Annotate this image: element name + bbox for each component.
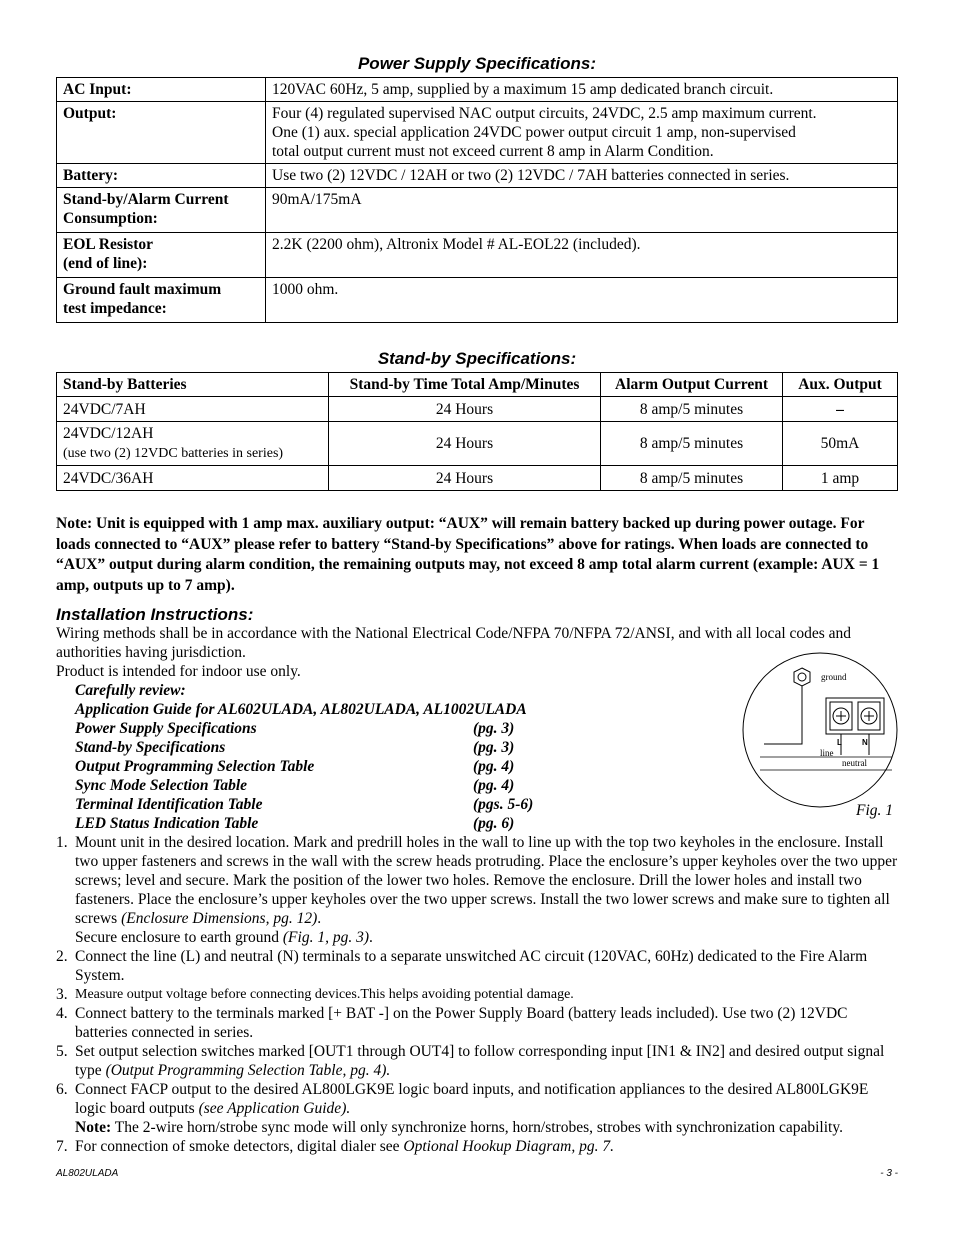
ground-label: ground: [821, 672, 847, 682]
step-body: Connect the line (L) and neutral (N) terminals to a separate unswitched AC circuit (120VAC, 60Hz) dedicated to the Fire Alarm System.: [75, 948, 868, 984]
step-text: [75, 833, 898, 947]
step-number: 1.: [56, 834, 68, 851]
spec-label: AC Input:: [63, 81, 132, 98]
time-cell: 24 Hours: [329, 422, 601, 466]
neutral-label: neutral: [842, 758, 867, 768]
line-label: line: [820, 748, 834, 758]
spec-label-cell: [57, 78, 266, 102]
spec-value: total output current must not exceed current 8 amp in Alarm Condition.: [272, 143, 714, 160]
step-text: [75, 985, 898, 1004]
spec-value-cell: [266, 102, 898, 164]
alarm-cell: 8 amp/5 minutes: [601, 422, 783, 466]
step-number: 7.: [56, 1138, 68, 1155]
power-supply-heading: Power Supply Specifications:: [357, 54, 597, 73]
ref-title: Output Programming Selection Table: [75, 758, 315, 775]
list-item: [56, 776, 535, 795]
spec-value: Four (4) regulated supervised NAC output circuits, 24VDC, 2.5 amp maximum current.: [272, 105, 817, 122]
step-number: 6.: [56, 1081, 68, 1098]
spec-label-cell: [57, 188, 266, 233]
ref-page: (pg. 4): [473, 758, 515, 775]
step-note-label: Note:: [75, 1119, 112, 1136]
list-item: [56, 947, 898, 985]
installation-heading: Installation Instructions:: [56, 605, 254, 624]
table-row: [57, 164, 898, 188]
ref-page: (pg. 6): [473, 815, 515, 832]
ground-diagram: [742, 652, 902, 822]
table-row: [57, 466, 898, 491]
step-note: The 2-wire horn/strobe sync mode will only synchronize horns, horn/strobes, strobes with synchronization capability.: [111, 1119, 843, 1136]
standby-header-row: [57, 373, 898, 397]
step-extra: Secure enclosure to earth ground: [75, 929, 283, 946]
guide-title: Application Guide for AL602ULADA, AL802ULADA, AL1002ULADA: [75, 701, 527, 718]
ref-page: (pg. 3): [473, 720, 515, 737]
step-body: Connect battery to the terminals marked [+ BAT -] on the Power Supply Board (battery leads included). Use two (2) 12VDC batteries connected in series.: [75, 1005, 848, 1041]
ref-page: (pg. 3): [473, 739, 515, 756]
table-row: [57, 188, 898, 233]
step-extra-tail: .: [369, 929, 373, 946]
time-cell: 24 Hours: [329, 466, 601, 491]
table-row: [57, 233, 898, 278]
standby-col-time: Stand-by Time Total Amp/Minutes: [329, 373, 601, 397]
time-cell: 24 Hours: [329, 397, 601, 422]
step-ref: Optional Hookup Diagram, pg. 7.: [403, 1138, 614, 1155]
standby-table: [56, 372, 898, 491]
terminal-l-label: L: [837, 738, 842, 747]
ref-title: LED Status Indication Table: [75, 815, 259, 832]
figure-1: [742, 652, 902, 827]
step-body: Set output selection switches marked [OUT1 through OUT4] to follow corresponding input [IN1 & IN2] and desired output signal type: [75, 1043, 885, 1079]
list-item: [56, 814, 535, 833]
spec-value-cell: [266, 188, 898, 233]
spec-label: (end of line):: [63, 255, 148, 272]
spec-value-cell: [266, 78, 898, 102]
battery-cell: 24VDC/7AH: [57, 397, 329, 422]
spec-value: 120VAC 60Hz, 5 amp, supplied by a maximum 15 amp dedicated branch circuit.: [272, 81, 774, 98]
power-supply-table: [56, 77, 898, 323]
list-item: [56, 985, 898, 1004]
step-text: [75, 1080, 898, 1137]
standby-col-aux: Aux. Output: [783, 373, 898, 397]
step-body: Measure output voltage before connecting devices.This helps avoiding potential damage.: [75, 987, 574, 1002]
footer-page: - 3 -: [880, 1168, 898, 1179]
standby-col-batteries: Stand-by Batteries: [57, 373, 329, 397]
spec-label: Battery:: [63, 167, 119, 184]
footer-model: AL802ULADA: [56, 1168, 119, 1179]
spec-value: 1000 ohm.: [272, 281, 339, 298]
aux-cell: –: [783, 397, 898, 422]
steps-list: [56, 833, 898, 1156]
list-item: [56, 738, 535, 757]
table-row: [57, 78, 898, 102]
review-title: Carefully review:: [75, 682, 186, 699]
spec-value: 90mA/175mA: [272, 191, 362, 208]
spec-value-cell: [266, 164, 898, 188]
battery-cell: 24VDC/36AH: [57, 466, 329, 491]
battery-note: (use two (2) 12VDC batteries in series): [63, 446, 284, 461]
list-item: [56, 795, 535, 814]
standby-col-alarm: Alarm Output Current: [601, 373, 783, 397]
step-ref: (Enclosure Dimensions, pg. 12): [121, 910, 318, 927]
ref-page: (pgs. 5-6): [473, 796, 534, 813]
spec-label: Stand-by/Alarm Current: [63, 191, 229, 208]
battery-value: 24VDC/12AH: [63, 425, 154, 442]
spec-value: 2.2K (2200 ohm), Altronix Model # AL-EOL22 (included).: [272, 236, 641, 253]
step-number: 2.: [56, 948, 68, 965]
aux-note: Note: Unit is equipped with 1 amp max. auxiliary output: “AUX” will remain battery backed up during power outage. For loads connected to “AUX” please refer to battery “Stand-by Specifications” above for ratings. When loads are connected to “AUX” output during alarm condition, the remaining outputs may, not exceed 8 amp total alarm current (example: AUX = 1 amp, outputs up to 7 amp).: [56, 515, 880, 594]
step-text: [75, 1042, 898, 1080]
step-text: [75, 1137, 898, 1156]
list-item: [56, 719, 535, 738]
spec-label: Ground fault maximum: [63, 281, 222, 298]
step-text: [75, 947, 898, 985]
step-number: 5.: [56, 1043, 68, 1060]
spec-label-cell: [57, 164, 266, 188]
step-body: For connection of smoke detectors, digital dialer see: [75, 1138, 404, 1155]
spec-value-cell: [266, 278, 898, 323]
ref-title: Terminal Identification Table: [75, 796, 263, 813]
list-item: [56, 1137, 898, 1156]
spec-label: Consumption:: [63, 210, 158, 227]
ref-title: Power Supply Specifications: [75, 720, 257, 737]
step-body: Connect FACP output to the desired AL800LGK9E logic board inputs, and notification appliances to the desired AL800LGK9E logic board outputs: [75, 1081, 869, 1117]
ref-page: (pg. 4): [473, 777, 515, 794]
table-row: [57, 278, 898, 323]
step-tail: .: [317, 910, 322, 927]
step-ref: (see Application Guide).: [198, 1100, 351, 1117]
list-item: [56, 833, 898, 947]
aux-cell: 50mA: [783, 422, 898, 466]
aux-cell: 1 amp: [783, 466, 898, 491]
list-item: [56, 1042, 898, 1080]
step-number: 4.: [56, 1005, 68, 1022]
table-row: [57, 102, 898, 164]
step-text: [75, 1004, 898, 1042]
spec-value: One (1) aux. special application 24VDC power output circuit 1 amp, non-supervised: [272, 124, 796, 141]
installation-intro: Wiring methods shall be in accordance with the National Electrical Code/NFPA 70/NFPA 72/ANSI, and with all local codes and authorities having jurisdiction.: [56, 625, 852, 661]
terminal-n-label: N: [862, 738, 868, 747]
spec-value: Use two (2) 12VDC / 12AH or two (2) 12VDC / 7AH batteries connected in series.: [272, 167, 790, 184]
alarm-cell: 8 amp/5 minutes: [601, 397, 783, 422]
alarm-cell: 8 amp/5 minutes: [601, 466, 783, 491]
battery-cell: [57, 422, 329, 466]
ref-title: Sync Mode Selection Table: [75, 777, 248, 794]
spec-label: Output:: [63, 105, 117, 122]
indoor-note: Product is intended for indoor use only.: [56, 663, 301, 680]
ref-title: Stand-by Specifications: [75, 739, 226, 756]
standby-heading: Stand-by Specifications:: [377, 349, 577, 368]
step-number: 3.: [56, 986, 68, 1003]
spec-label-cell: [57, 102, 266, 164]
spec-value-cell: [266, 233, 898, 278]
table-row: [57, 422, 898, 466]
list-item: [56, 757, 535, 776]
step-ref: (Output Programming Selection Table, pg. 4).: [105, 1062, 391, 1079]
figure-caption: Fig. 1: [856, 802, 894, 819]
spec-label-cell: [57, 278, 266, 323]
spec-label: EOL Resistor: [63, 236, 153, 253]
spec-label: test impedance:: [63, 300, 167, 317]
list-item: [56, 1080, 898, 1137]
spec-label-cell: [57, 233, 266, 278]
step-extra-ref: (Fig. 1, pg. 3): [282, 929, 369, 946]
list-item: [56, 1004, 898, 1042]
table-row: [57, 397, 898, 422]
step-body: Mount unit in the desired location. Mark and predrill holes in the wall to line up with the top two keyholes in the enclosure. Install two upper fasteners and screws in the wall with the screw heads protruding. Place the enclosure’s upper keyholes over the two upper screws; level and secure. Mark the position of the lower two holes. Remove the enclosure. Drill the lower holes and install two fasteners. Place the enclosure’s upper keyholes over the two upper screws. Install the two lower screws and make sure to tighten all screws: [75, 834, 898, 927]
